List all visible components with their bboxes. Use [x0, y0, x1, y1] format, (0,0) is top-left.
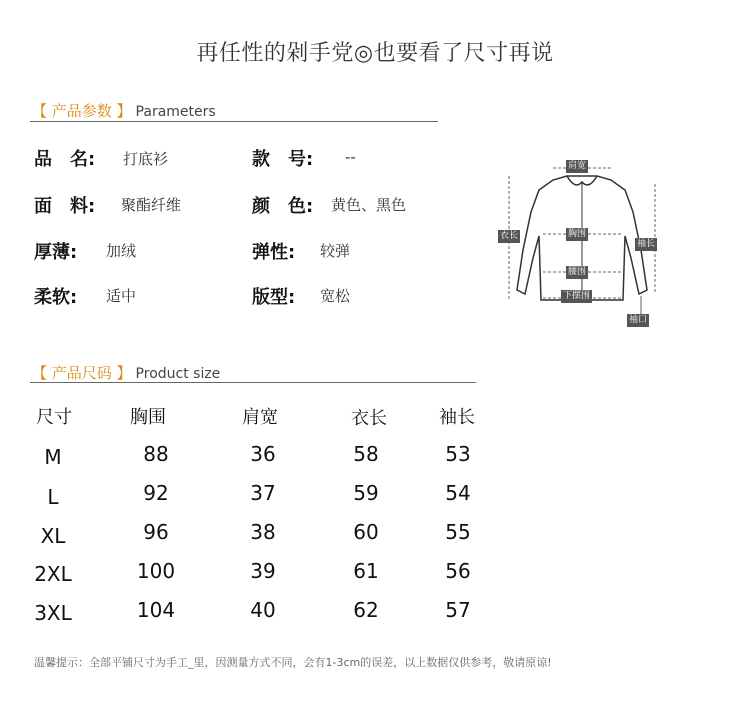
diagram-label-waist: 腰围 [568, 267, 587, 277]
diagram-label-sleeve: 袖长 [637, 239, 656, 249]
parameters-section-title: 【 产品参数 】 [32, 102, 132, 120]
diagram-label-chest: 胸围 [568, 229, 587, 239]
param-value-color: 黄色、黑色 [331, 196, 407, 214]
table-cell-size: 2XL [34, 562, 72, 586]
table-cell-sleeve: 54 [445, 481, 471, 505]
param-label-fit: 版型: [252, 287, 296, 308]
size-section-subtitle: Product size [135, 366, 221, 382]
table-header-shoulder: 肩宽 [242, 407, 278, 428]
size-section-header [32, 362, 220, 383]
table-header-chest: 胸围 [130, 407, 166, 428]
parameters-section-header [32, 100, 216, 121]
param-label-thickness: 厚薄: [34, 242, 78, 263]
table-cell-length: 58 [353, 442, 379, 466]
table-header-size: 尺寸 [36, 407, 72, 428]
param-label-name: 品 名: [34, 149, 96, 170]
table-cell-sleeve: 53 [445, 442, 471, 466]
table-cell-shoulder: 37 [250, 481, 276, 505]
table-cell-length: 61 [353, 559, 379, 583]
param-value-name: 打底衫 [123, 150, 169, 168]
table-cell-shoulder: 38 [250, 520, 276, 544]
parameters-section-subtitle: Parameters [135, 104, 216, 120]
table-cell-length: 60 [353, 520, 379, 544]
param-label-fabric: 面 料: [34, 196, 96, 217]
param-value-style-no: -- [345, 148, 356, 166]
table-cell-size: L [47, 485, 59, 509]
table-cell-size: XL [40, 524, 66, 548]
table-cell-sleeve: 55 [445, 520, 471, 544]
page-title: 再任性的剁手党◎也要看了尺寸再说 [196, 41, 554, 66]
table-cell-shoulder: 39 [250, 559, 276, 583]
table-cell-shoulder: 36 [250, 442, 276, 466]
size-section-title: 【 产品尺码 】 [32, 364, 132, 382]
table-cell-chest: 100 [136, 559, 176, 583]
param-value-fabric: 聚酯纤维 [121, 196, 182, 214]
param-label-style-no: 款 号: [252, 149, 314, 170]
table-header-length: 衣长 [351, 408, 387, 429]
param-value-fit: 宽松 [320, 287, 351, 305]
param-value-elasticity: 较弹 [320, 242, 351, 260]
param-value-thickness: 加绒 [106, 242, 137, 260]
table-cell-chest: 92 [143, 481, 169, 505]
garment-measurement-diagram [495, 150, 670, 330]
table-cell-length: 62 [353, 598, 379, 622]
table-cell-chest: 96 [143, 520, 169, 544]
table-header-sleeve: 袖长 [439, 407, 475, 428]
diagram-label-hem: 下摆围 [563, 291, 591, 301]
size-divider [30, 382, 476, 383]
table-cell-length: 59 [353, 481, 379, 505]
table-cell-shoulder: 40 [250, 598, 276, 622]
table-cell-size: 3XL [34, 601, 72, 625]
table-cell-sleeve: 57 [445, 598, 471, 622]
param-label-elasticity: 弹性: [252, 242, 296, 263]
diagram-label-shoulder: 肩宽 [568, 161, 587, 171]
table-cell-sleeve: 56 [445, 559, 471, 583]
diagram-label-length: 衣长 [500, 231, 519, 241]
param-value-softness: 适中 [106, 287, 137, 305]
table-cell-chest: 104 [136, 598, 176, 622]
table-cell-chest: 88 [143, 442, 169, 466]
parameters-divider [30, 121, 438, 122]
diagram-label-cuff: 袖口 [629, 315, 648, 325]
measurement-note: 温馨提示：全部平铺尺寸为手工_里，因测量方式不同，会有1-3cm的误差，以上数据仅供参考，敬请原谅! [34, 656, 552, 669]
table-cell-size: M [44, 445, 62, 469]
param-label-color: 颜 色: [252, 196, 314, 217]
param-label-softness: 柔软: [34, 287, 78, 308]
